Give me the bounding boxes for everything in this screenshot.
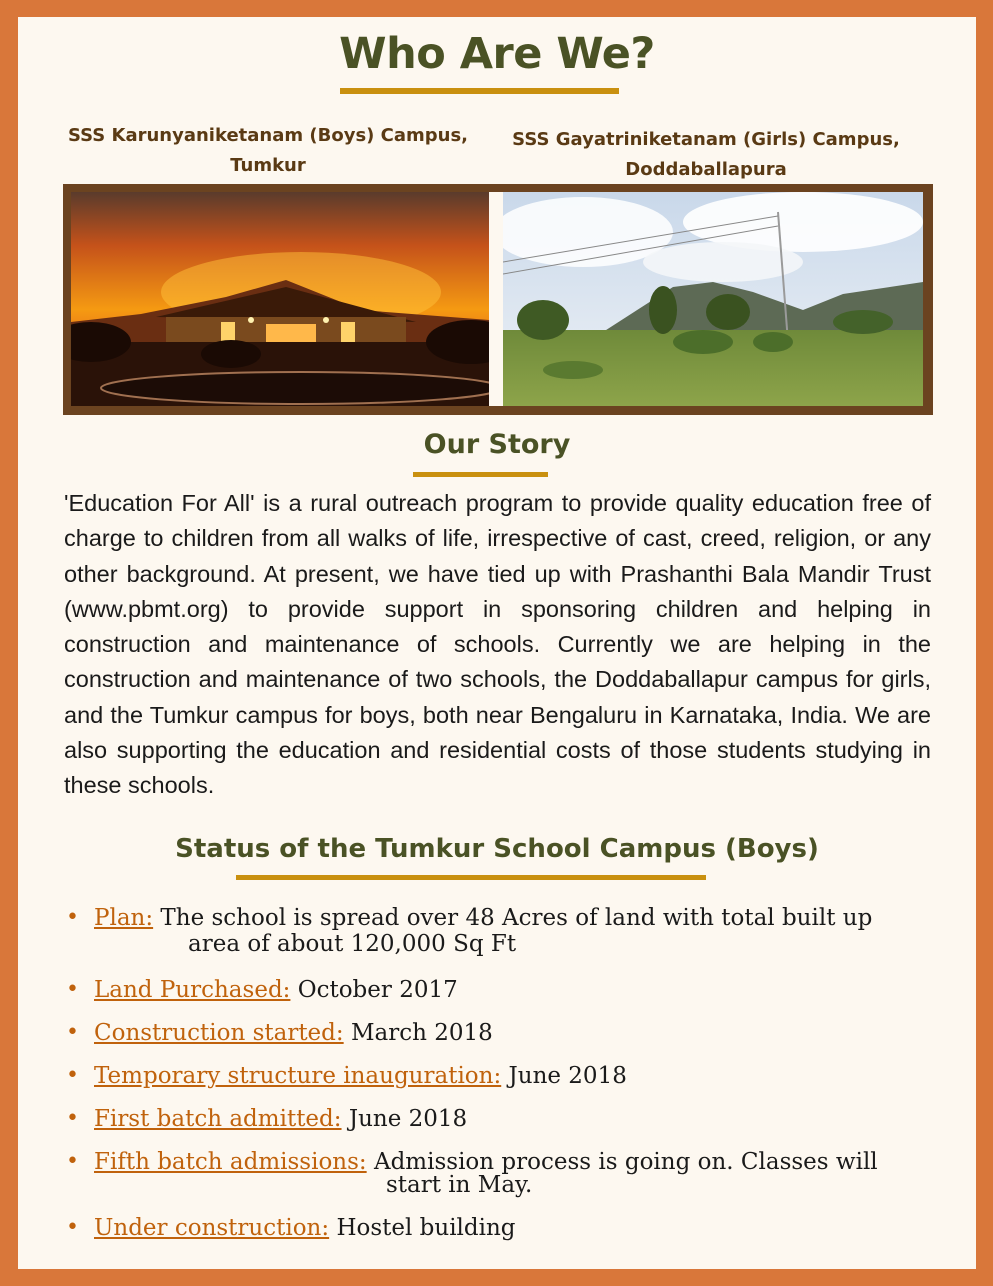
status-heading: Status of the Tumkur School Campus (Boys): [175, 834, 819, 864]
girls-campus-caption: SSS Gayatriniketanam (Girls) Campus, Doddaballapura: [512, 129, 900, 180]
status-label: First batch admitted:: [94, 1106, 342, 1132]
campus-photo-frame: [63, 184, 933, 415]
status-value-continued: start in May.: [386, 1172, 533, 1198]
story-underline: [413, 472, 548, 477]
status-label: Plan:: [94, 905, 154, 931]
status-value-continued: area of about 120,000 Sq Ft: [188, 931, 517, 957]
status-value: Admission process is going on. Classes will: [373, 1149, 878, 1175]
photo-divider: [489, 192, 503, 406]
girls-campus-photo: [503, 192, 923, 406]
status-item-construction-started: [64, 1020, 944, 1046]
status-item-fifth-batch: [64, 1149, 944, 1198]
story-body: 'Education For All' is a rural outreach program to provide quality education free of charge to children from all walks of life, irrespective of cast, creed, religion, or any other background. At present, we have tied up with Prashanthi Bala Mandir Trust (www.pbmt.org) to provide support in sponsoring children and helping in construction and maintenance of schools. Currently we are helping in the construction and maintenance of two schools, the Doddaballapur campus for girls, and the Tumkur campus for boys, both near Bengaluru in Karnataka, India. We are also supporting the education and residential costs of those students studying in these schools.: [64, 490, 931, 799]
status-label: Temporary structure inauguration:: [94, 1063, 502, 1089]
page: [18, 17, 976, 1269]
status-item-land-purchased: [64, 977, 944, 1003]
status-item-first-batch: [64, 1106, 944, 1132]
status-value: The school is spread over 48 Acres of land with total built up: [160, 905, 873, 931]
our-story-heading: Our Story: [423, 429, 571, 460]
status-label: Construction started:: [94, 1020, 344, 1046]
status-label: Under construction:: [94, 1215, 330, 1241]
boys-campus-photo: [71, 192, 489, 406]
status-value: June 2018: [508, 1063, 627, 1089]
status-item-temporary-inauguration: [64, 1063, 944, 1089]
status-list: [64, 891, 944, 1241]
status-item-plan: [64, 905, 944, 957]
status-value: October 2017: [297, 977, 458, 1003]
status-value: March 2018: [350, 1020, 493, 1046]
status-label: Land Purchased:: [94, 977, 291, 1003]
status-underline: [236, 875, 706, 880]
status-value: June 2018: [348, 1106, 468, 1132]
status-label: Fifth batch admissions:: [94, 1149, 367, 1175]
title-underline: [340, 88, 619, 94]
boys-campus-caption: SSS Karunyaniketanam (Boys) Campus, Tumkur: [67, 125, 469, 176]
page-title: Who Are We?: [339, 29, 655, 79]
status-item-under-construction: [64, 1215, 944, 1241]
status-value: Hostel building: [336, 1215, 516, 1241]
